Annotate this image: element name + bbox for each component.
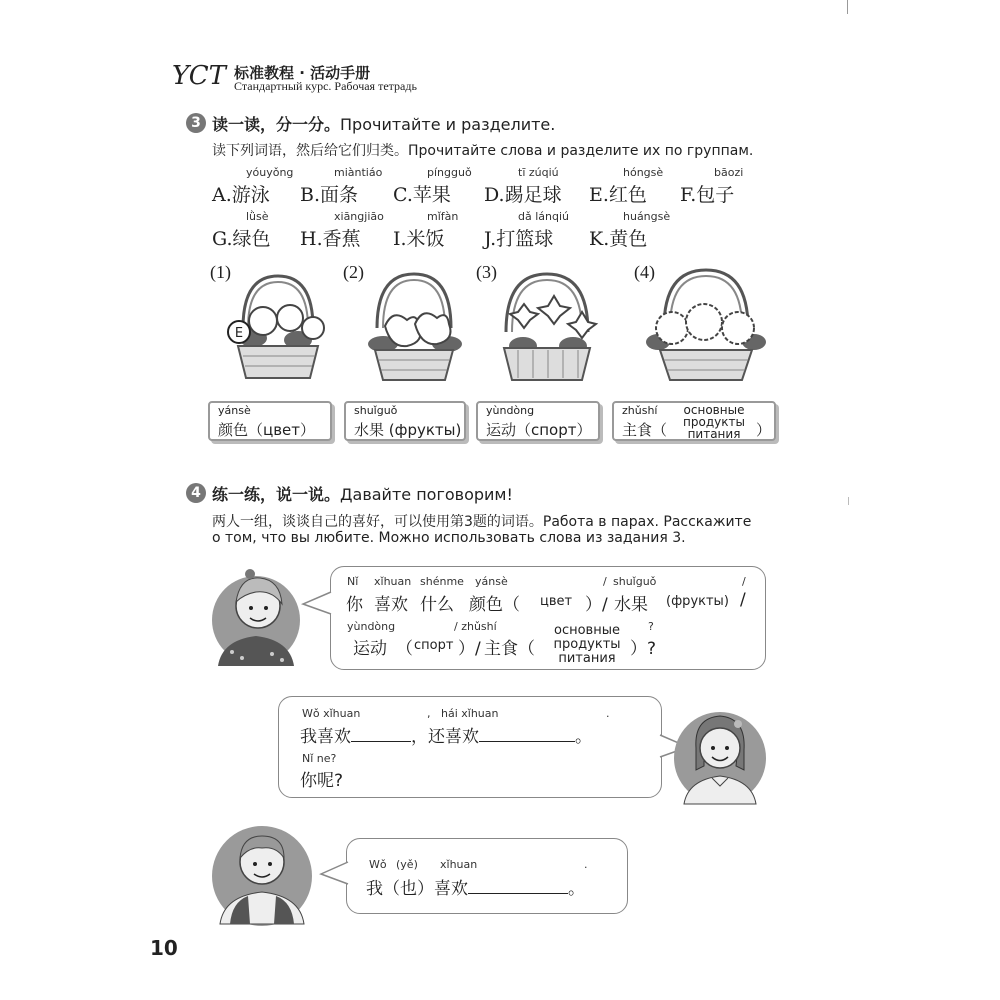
section-3-badge: 3 (186, 113, 206, 133)
basket-2-illustration (355, 266, 473, 384)
section-4-title (212, 482, 513, 505)
section-3-title-ru: Прочитайте и разделите. (340, 115, 556, 134)
basket-3-illustration (488, 266, 606, 384)
category-label-color: yánsè 颜色（цвет） (208, 401, 332, 441)
header-title-ru: Стандартный курс. Рабочая тетрадь (234, 79, 417, 93)
basket-4-illustration (642, 266, 770, 384)
word-item: yóuyǒng A.游泳 (212, 166, 294, 206)
bubble-3-tail (318, 860, 350, 886)
word-item: huángsè K.黄色 (589, 210, 671, 250)
section-3-title (212, 112, 555, 135)
crop-mark-side (848, 497, 849, 505)
bubble-3-line: 我（也）喜欢 。 (366, 879, 585, 899)
logo-text: YCT (172, 61, 226, 90)
word-item: tī zúqiú D.踢足球 (484, 166, 562, 206)
crop-mark (847, 0, 848, 14)
word-item: miàntiáo B.面条 (300, 166, 383, 206)
bubble-2-line-1: 我喜欢 ，还喜欢 。 (300, 727, 592, 747)
header-title-cn: 标准教程 · 活动手册 (234, 64, 371, 82)
section-3-instruction: 读下列词语，然后给它们归类。Прочитайте слова и разделите их по группам. (212, 143, 754, 159)
page-number: 10 (150, 936, 178, 960)
basket-1-example-letter: E (234, 326, 244, 341)
section-4-instruction-line2: о том, что вы любите. Можно использовать слова из задания 3. (212, 530, 686, 546)
yct-logo (170, 58, 232, 90)
basket-number: (2) (343, 262, 364, 282)
word-item: bāozi F.包子 (680, 166, 744, 206)
word-item: píngguǒ C.苹果 (393, 166, 472, 206)
bubble-1-tail (300, 590, 334, 616)
girl-avatar-2 (672, 700, 768, 806)
category-label-sport: yùndòng 运动（спорт） (476, 401, 600, 441)
basket-number: (3) (476, 262, 497, 282)
section-3-title-cn: 读一读，分一分。 (212, 115, 341, 134)
word-item: lǜsè G.绿色 (212, 210, 271, 250)
girl-avatar-1 (210, 562, 302, 668)
section-4-title-ru: Давайте поговорим! (340, 485, 513, 504)
basket-1-illustration (218, 266, 338, 384)
word-item: mǐfàn I.米饭 (393, 210, 459, 250)
answer-blank[interactable] (479, 741, 575, 742)
category-label-staple-food: zhǔshí 主食（ основные продукты питания ） (612, 401, 776, 441)
answer-blank[interactable] (351, 741, 411, 742)
category-label-fruit: shuǐguǒ 水果 (фрукты) (344, 401, 466, 441)
answer-blank[interactable] (468, 893, 568, 894)
word-item: xiāngjiāo H.香蕉 (300, 210, 384, 250)
basket-number: (4) (634, 262, 655, 282)
word-item: dǎ lánqiú J.打篮球 (484, 210, 569, 250)
section-4-badge: 4 (186, 483, 206, 503)
section-4-instruction-line1: 两人一组，谈谈自己的喜好，可以使用第3题的词语。Работа в парах. Расскажите (212, 514, 752, 530)
basket-number: (1) (210, 262, 231, 282)
boy-avatar (210, 814, 314, 926)
section-4-title-cn: 练一练，说一说。 (212, 485, 341, 504)
word-item: hóngsè E.红色 (589, 166, 664, 206)
